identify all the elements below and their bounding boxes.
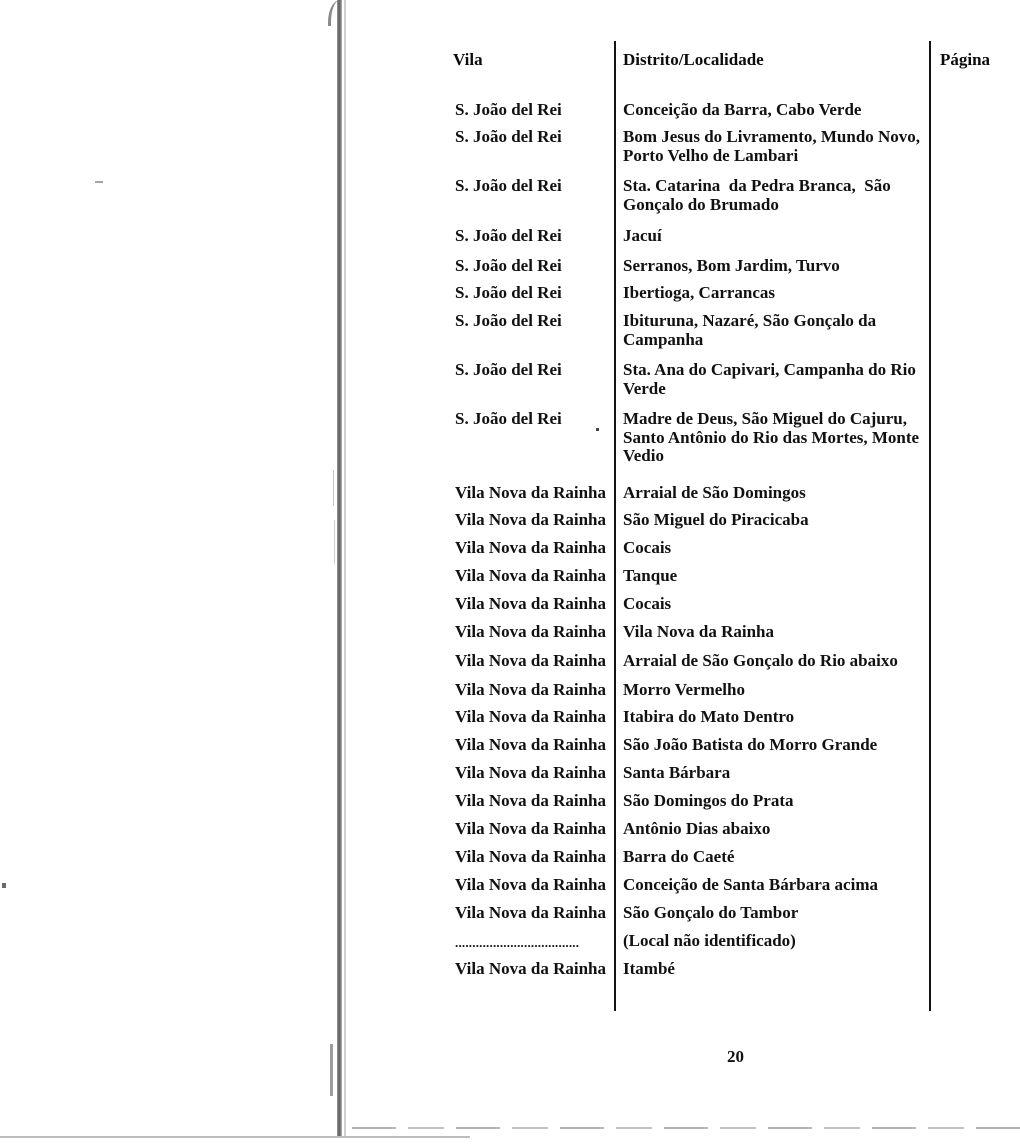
vila-cell: Vila Nova da Rainha (455, 875, 606, 894)
distrito-line: Cocais (623, 594, 672, 613)
book-gutter-shadow (344, 0, 346, 1136)
distrito-line: Serranos, Bom Jardim, Turvo (623, 256, 840, 275)
distrito-line: Madre de Deus, São Miguel do Cajuru, (623, 409, 907, 428)
distrito-line: Ibituruna, Nazaré, São Gonçalo da (623, 311, 877, 330)
distrito-cell (623, 484, 806, 503)
vila-cell: Vila Nova da Rainha (455, 847, 606, 866)
distrito-cell (623, 764, 730, 783)
distrito-line: Santo Antônio do Rio das Mortes, Monte (623, 427, 920, 447)
page-number: 20 (727, 1047, 744, 1066)
vila-cell: S. João del Rei (455, 256, 562, 275)
header-distrito: Distrito/Localidade (623, 50, 764, 69)
distrito-cell (623, 681, 745, 700)
distrito-line: (Local não identificado) (623, 931, 796, 950)
distrito-cell (623, 361, 916, 398)
vila-cell: S. João del Rei (455, 100, 562, 119)
vila-cell: S. João del Rei (455, 311, 562, 330)
vila-cell: Vila Nova da Rainha (455, 903, 606, 922)
distrito-cell (623, 128, 920, 165)
vila-cell: S. João del Rei (455, 360, 562, 379)
book-gutter-line (337, 0, 342, 1138)
distrito-cell (623, 848, 734, 867)
distrito-line: Morro Vermelho (623, 680, 745, 699)
distrito-cell (623, 312, 876, 349)
distrito-cell (623, 284, 775, 303)
distrito-cell (623, 904, 798, 923)
vila-cell: Vila Nova da Rainha (455, 566, 606, 585)
distrito-cell (623, 177, 891, 214)
vila-cell: Vila Nova da Rainha (455, 763, 606, 782)
distrito-cell (623, 792, 793, 811)
distrito-cell (623, 595, 671, 614)
header-pagina: Página (940, 50, 991, 69)
distrito-line: Santa Bárbara (623, 763, 731, 782)
scan-mark (334, 520, 335, 564)
column-divider (929, 41, 931, 1011)
distrito-cell (623, 736, 877, 755)
scan-mark (95, 181, 103, 183)
vila-cell: Vila Nova da Rainha (455, 959, 606, 978)
vila-cell: Vila Nova da Rainha (455, 622, 606, 641)
distrito-line: Arraial de São Gonçalo do Rio abaixo (623, 651, 898, 670)
distrito-line: São João Batista do Morro Grande (623, 735, 878, 754)
column-divider (614, 41, 616, 1011)
distrito-line: Barra do Caeté (623, 847, 735, 866)
distrito-line: Bom Jesus do Livramento, Mundo Novo, (623, 127, 921, 146)
distrito-line: Sta. Catarina da Pedra Branca, São (623, 176, 891, 195)
vila-cell: S. João del Rei (455, 127, 562, 146)
distrito-cell (623, 820, 770, 839)
distrito-line: Arraial de São Domingos (623, 483, 806, 502)
distrito-cell (623, 511, 809, 530)
distrito-cell (623, 623, 774, 642)
distrito-line: Ibertioga, Carrancas (623, 283, 776, 302)
distrito-cell (623, 101, 861, 120)
distrito-cell (623, 567, 677, 586)
left-page-bottom-edge (0, 1136, 470, 1138)
distrito-line: Antônio Dias abaixo (623, 819, 771, 838)
vila-cell: S. João del Rei (455, 176, 562, 195)
vila-cell: Vila Nova da Rainha (455, 651, 606, 670)
scan-mark (333, 470, 334, 506)
distrito-cell (623, 410, 919, 466)
distrito-line: Itabira do Mato Dentro (623, 707, 795, 726)
vila-cell: Vila Nova da Rainha (455, 680, 606, 699)
vila-cell: Vila Nova da Rainha (455, 791, 606, 810)
vila-cell: Vila Nova da Rainha (455, 819, 606, 838)
vila-cell: Vila Nova da Rainha (455, 594, 606, 613)
distrito-cell (623, 227, 662, 246)
distrito-line: São Domingos do Prata (623, 791, 794, 810)
distrito-cell (623, 257, 840, 276)
distrito-line: Verde (623, 378, 666, 398)
scan-mark (596, 428, 599, 431)
vila-cell: S. João del Rei (455, 283, 562, 302)
distrito-cell (623, 652, 898, 671)
vila-cell-unidentified: .................................... (455, 935, 580, 950)
vila-cell: Vila Nova da Rainha (455, 735, 606, 754)
distrito-line: São Miguel do Piracicaba (623, 510, 809, 529)
distrito-line: São Gonçalo do Tambor (623, 903, 799, 922)
vila-cell: Vila Nova da Rainha (455, 538, 606, 557)
distrito-cell (623, 960, 675, 979)
distrito-line: Cocais (623, 538, 672, 557)
distrito-cell (623, 932, 796, 951)
page-bottom-edge (352, 1127, 1020, 1129)
distrito-cell (623, 539, 671, 558)
distrito-line: Vila Nova da Rainha (623, 622, 774, 641)
vila-cell: S. João del Rei (455, 409, 562, 428)
distrito-line: Sta. Ana do Capivari, Campanha do Rio (623, 360, 916, 379)
distrito-cell (623, 708, 794, 727)
distrito-line: Porto Velho de Lambari (623, 145, 799, 165)
vila-cell: S. João del Rei (455, 226, 562, 245)
distrito-line: Jacuí (623, 226, 662, 245)
distrito-line: Conceição de Santa Bárbara acima (623, 875, 878, 894)
distrito-line: Conceição da Barra, Cabo Verde (623, 100, 862, 119)
distrito-line: Vedio (623, 446, 664, 465)
vila-cell: Vila Nova da Rainha (455, 483, 606, 502)
distrito-line: Tanque (623, 566, 678, 585)
distrito-line: Gonçalo do Brumado (623, 194, 779, 214)
distrito-line: Campanha (623, 329, 704, 349)
vila-cell: Vila Nova da Rainha (455, 707, 606, 726)
distrito-cell (623, 876, 878, 895)
vila-cell: Vila Nova da Rainha (455, 510, 606, 529)
scan-mark (330, 1044, 333, 1096)
scan-mark (2, 883, 6, 888)
distrito-line: Itambé (623, 959, 675, 978)
header-vila: Vila (453, 50, 483, 69)
